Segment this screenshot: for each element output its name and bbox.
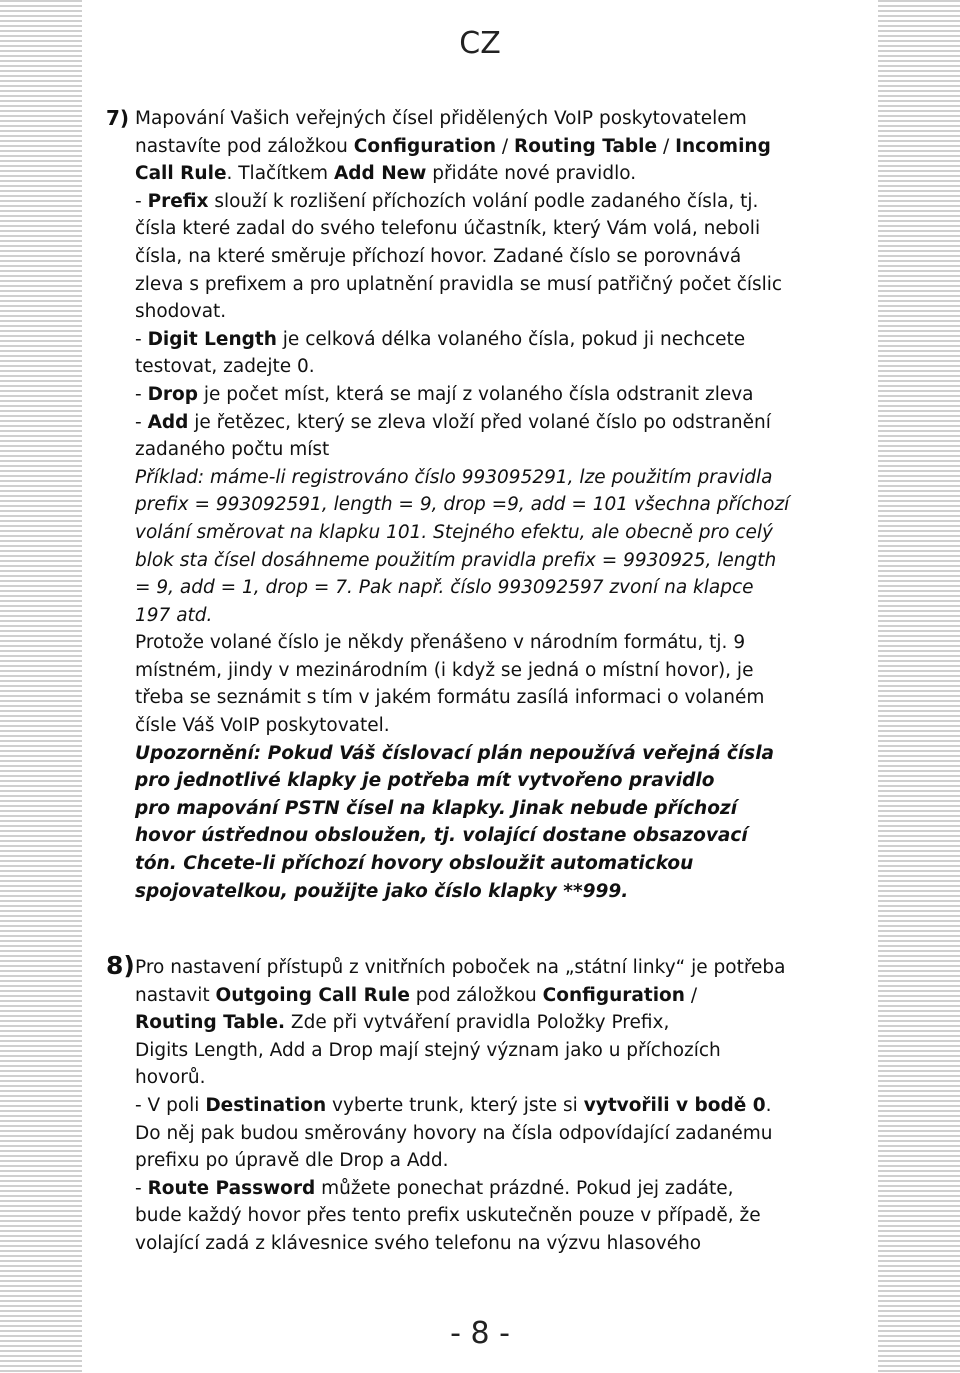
page-number: - 8 - <box>450 1316 510 1351</box>
text-line: testovat, zadejte 0. <box>135 356 315 378</box>
warning-line: spojovatelkou, použijte jako číslo klapky **999. <box>135 880 629 902</box>
text-line: shodovat. <box>135 301 227 323</box>
warning-line: tón. Chcete-li příchozí hovory obsloužit automatickou <box>135 853 694 875</box>
example-line: = 9, add = 1, drop = 7. Pak např. číslo 993092597 zvoní na klapce <box>135 577 754 599</box>
text-line: čísla, na které směruje příchozí hovor. Zadané číslo se porovnává <box>135 245 742 267</box>
language-label: CZ <box>459 26 501 61</box>
example-line: blok sta čísel dosáhneme použitím pravidla prefix = 9930925, length <box>135 549 777 571</box>
text-line: Pro nastavení přístupů z vnitřních poboček na „státní linky“ je potřeba <box>135 957 786 978</box>
text-line: Do něj pak budou směrovány hovory na čísla odpovídající zadanému <box>135 1122 773 1144</box>
text-line: Routing Table. Zde při vytváření pravidla Položky Prefix, <box>135 1012 670 1034</box>
text-line: zleva s prefixem a pro uplatnění pravidla se musí patřičný počet číslic <box>135 273 783 295</box>
section-8-number: 8) <box>106 951 135 980</box>
text-line: nastavit Outgoing Call Rule pod záložkou Configuration / <box>135 984 698 1006</box>
section-7-body <box>135 105 866 905</box>
section-8-body <box>135 954 866 1258</box>
text-line: třeba se seznámit s tím v jakém formátu zasílá informaci o volaném <box>135 687 765 709</box>
warning-line: pro mapování PSTN čísel na klapky. Jinak nebude příchozí <box>135 797 738 819</box>
section-7 <box>106 105 866 905</box>
text-line: - Drop je počet míst, která se mají z volaného čísla odstranit zleva <box>135 383 754 405</box>
text-line: - V poli Destination vyberte trunk, který jste si vytvořili v bodě 0. <box>135 1094 772 1116</box>
text-line: - Route Password můžete ponechat prázdné. Pokud jej zadáte, <box>135 1177 734 1199</box>
text-line: čísle Váš VoIP poskytovatel. <box>135 715 390 737</box>
text-line: bude každý hovor přes tento prefix uskutečněn pouze v případě, že <box>135 1205 761 1227</box>
text-line: prefixu po úpravě dle Drop a Add. <box>135 1150 449 1172</box>
warning-line: pro jednotlivé klapky je potřeba mít vytvořeno pravidlo <box>135 770 715 792</box>
text-line: Call Rule. Tlačítkem Add New přidáte nové pravidlo. <box>135 163 637 185</box>
warning-line: Upozornění: Pokud Váš číslovací plán nepoužívá veřejná čísla <box>135 742 775 764</box>
text-line: Digits Length, Add a Drop mají stejný význam jako u příchozích <box>135 1039 721 1061</box>
text-line: čísla které zadal do svého telefonu účastník, který Vám volá, neboli <box>135 218 761 240</box>
text-line: místném, jindy v mezinárodním (i když se jedná o místní hovor), je <box>135 659 754 681</box>
text-line: volající zadá z klávesnice svého telefonu na výzvu hlasového <box>135 1232 702 1254</box>
example-line: Příklad: máme-li registrováno číslo 993095291, lze použitím pravidla <box>135 466 773 488</box>
warning-line: hovor ústřednou obsloužen, tj. volající dostane obsazovací <box>135 825 748 847</box>
right-stripe-decoration <box>878 0 960 1373</box>
section-7-number: 7) <box>106 106 130 130</box>
text-line: Protože volané číslo je někdy přenášeno v národním formátu, tj. 9 <box>135 632 746 654</box>
text-line: - Prefix slouží k rozlišení příchozích volání podle zadaného čísla, tj. <box>135 190 759 212</box>
example-line: 197 atd. <box>135 604 213 626</box>
text-line: hovorů. <box>135 1067 206 1089</box>
text-line: zadaného počtu míst <box>135 439 330 461</box>
text-line: Mapování Vašich veřejných čísel přidělených VoIP poskytovatelem <box>135 108 747 129</box>
example-line: prefix = 993092591, length = 9, drop =9, add = 101 všechna příchozí <box>135 494 790 516</box>
left-stripe-decoration <box>0 0 82 1373</box>
example-line: volání směrovat na klapku 101. Stejného efektu, ale obecně pro celý <box>135 521 773 543</box>
text-line: - Digit Length je celková délka volaného čísla, pokud ji nechcete <box>135 328 746 350</box>
text-line: - Add je řetězec, který se zleva vloží před volané číslo po odstranění <box>135 411 771 433</box>
text-line: nastavíte pod záložkou Configuration / Routing Table / Incoming <box>135 135 771 157</box>
section-8 <box>106 951 866 1258</box>
